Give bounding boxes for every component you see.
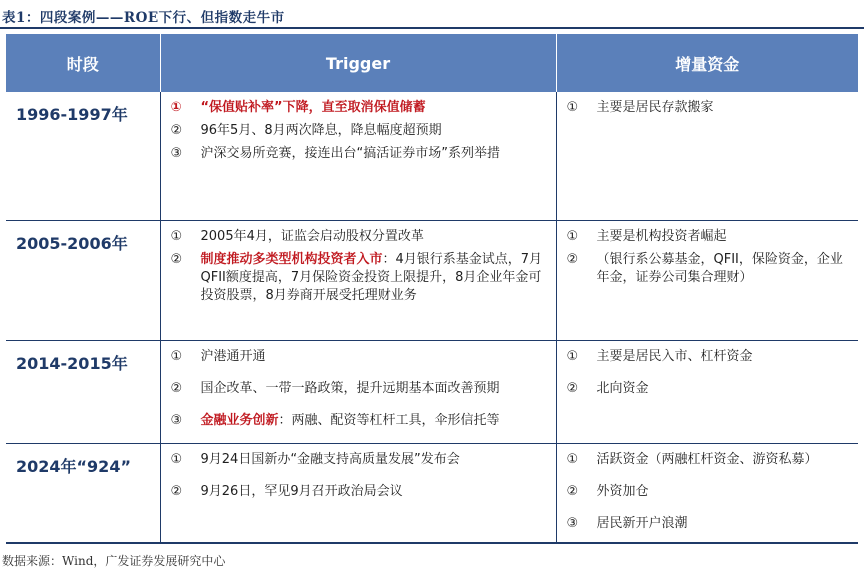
trigger-item: [161, 412, 556, 430]
trigger-item: [161, 451, 556, 469]
item-text: 主要是居民存款搬家: [596, 100, 714, 115]
highlight-text: 制度推动多类型机构投资者入市: [200, 251, 383, 267]
trigger-cell: [160, 443, 556, 543]
table-header-row: [6, 34, 858, 92]
item-number: ①: [170, 451, 183, 467]
funds-item: [557, 451, 859, 469]
item-text: 沪深交易所竞赛，接连出台“搞活证券市场”系列举措: [200, 146, 500, 161]
trigger-cell: [160, 220, 556, 340]
table-row: [6, 92, 858, 220]
item-text: 沪港通开通: [200, 348, 266, 364]
item-text: 96年5月、8月两次降息，降息幅度超预期: [200, 123, 442, 138]
item-number: ③: [170, 412, 183, 428]
period-cell: 2005-2006年: [6, 220, 160, 340]
item-number: ③: [566, 515, 579, 531]
header-trigger: Trigger: [160, 34, 556, 92]
item-number: ②: [170, 380, 183, 396]
item-number: ①: [170, 348, 183, 364]
item-text: 国企改革、一带一路政策，提升远期基本面改善预期: [200, 380, 500, 396]
item-text: 9月26日，罕见9月召开政治局会议: [200, 483, 403, 499]
item-text: ：两融、配资等杠杆工具，伞形信托等: [278, 412, 500, 428]
trigger-item: [161, 348, 556, 366]
period-cell: 2024年“924”: [6, 443, 160, 543]
item-number: ①: [170, 228, 183, 244]
item-number: ③: [170, 146, 183, 161]
table-title: 表1：四段案例——ROE下行、但指数走牛市: [2, 10, 285, 26]
item-number: ①: [566, 451, 579, 467]
item-text: 2005年4月，证监会启动股权分置改革: [200, 228, 424, 244]
table-row: [6, 443, 858, 543]
trigger-item: [161, 99, 556, 117]
item-number: ②: [566, 483, 579, 499]
trigger-item: [161, 380, 556, 398]
period-cell: 1996-1997年: [6, 92, 160, 220]
item-text: 主要是机构投资者崛起: [596, 228, 727, 244]
period-cell: 2014-2015年: [6, 340, 160, 443]
item-text: 外资加仓: [596, 483, 649, 499]
header-funds: 增量资金: [556, 34, 858, 92]
item-number: ②: [566, 380, 579, 396]
item-number: ②: [170, 123, 183, 138]
item-number: ②: [170, 483, 183, 499]
item-number: ②: [566, 251, 579, 267]
funds-cell: [556, 340, 858, 443]
cases-table: [6, 34, 858, 544]
trigger-item: [161, 145, 556, 163]
funds-item: [557, 515, 859, 533]
trigger-item: [161, 228, 556, 246]
title-rule: [0, 27, 864, 29]
funds-cell: [556, 443, 858, 543]
item-text: 活跃资金（两融杠杆资金、游资私募）: [596, 451, 818, 467]
table-row: [6, 340, 858, 443]
funds-item: [557, 483, 859, 501]
table-row: [6, 220, 858, 340]
item-number: ①: [566, 100, 579, 115]
funds-item: [557, 99, 859, 117]
funds-item: [557, 228, 859, 246]
item-text: 主要是居民入市、杠杆资金: [596, 348, 753, 364]
item-text: 北向资金: [596, 380, 649, 396]
item-number: ①: [170, 100, 182, 115]
source-note: 数据来源：Wind，广发证券发展研究中心: [2, 554, 226, 568]
funds-item: [557, 348, 859, 366]
trigger-cell: [160, 340, 556, 443]
item-text: （银行系公募基金，QFII，保险资金，企业年金，证券公司集合理财）: [596, 251, 843, 285]
funds-item: [557, 380, 859, 398]
trigger-item: [161, 251, 556, 305]
header-period: 时段: [6, 34, 160, 92]
trigger-cell: [160, 92, 556, 220]
funds-cell: [556, 92, 858, 220]
item-number: ②: [170, 251, 183, 267]
item-text: 9月24日国新办“金融支持高质量发展”发布会: [200, 451, 460, 467]
funds-item: [557, 251, 859, 287]
item-number: ①: [566, 228, 579, 244]
item-text: ：4月银行系基金试点，7月QFII额度提高，7月保险资金投资上限提升，8月企业年金可投资股票，8月券商开展受托理财业务: [200, 251, 543, 303]
funds-cell: [556, 220, 858, 340]
trigger-item: [161, 122, 556, 140]
highlight-text: 金融业务创新: [200, 412, 279, 428]
highlight-text: “保值贴补率”下降，直至取消保值储蓄: [200, 100, 426, 115]
item-number: ①: [566, 348, 579, 364]
trigger-item: [161, 483, 556, 501]
item-text: 居民新开户浪潮: [596, 515, 688, 531]
